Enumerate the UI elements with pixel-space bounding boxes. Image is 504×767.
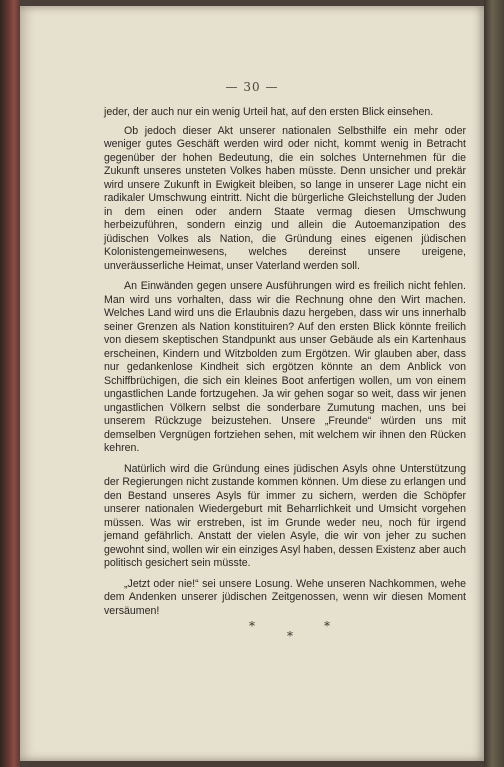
asterisk: * [249,619,255,633]
book-page [20,6,484,761]
body-text [104,106,466,625]
paragraph-1: jeder, der auch nur ein wenig Urteil hat, auf den ersten Blick einsehen. [104,106,434,118]
paragraph-4: Natürlich wird die Gründung eines jüdischen Asyls ohne Unterstützung der Regierungen nicht zustande kommen können. Um diese zu erlangen und den Bestand unseres Asyls für immer zu sichern, werden die Schöpfer unserer nationalen Wiedergeburt mit Beharrlichkeit und Umsicht vorgehen müssen. Was wir erstreben, ist im Grunde weder neu, noch für irgend jemand gefährlich. Anstatt der vielen Asyle, die wir von jeher zu suchen gewohnt sind, wollen wir ein einziges Asyl haben, dessen Existenz aber auch politisch gesichert sein müsste. [104,462,466,569]
paragraph-3: An Einwänden gegen unsere Ausführungen wird es freilich nicht fehlen. Man wird uns vorhalten, dass wir die Rechnung ohne den Wirt machen. Welches Land wird uns die Erlaubnis dazu hergeben, dass wir uns innerhalb seiner Grenzen als Nation konstituiren? Auf den ersten Blick könnte freilich von diesem skeptischen Standpunkt aus unser Gebäude als ein Kartenhaus erscheinen, Kindern und Witzbolden zum Ergötzen. Wir glauben aber, dass nur gedankenlose Kindheit sich ergötzen könnte an dem Anblick von Schiffbrüchigen, die sich ein kleines Boot anfertigen wollen, um von einem ungastlichen Lande fortzugehen. Ja wir gehen sogar so weit, dass wir jenen ungastlichen Völkern selbst die sonderbare Zumutung machen, uns bei unserem Rückzuge beizustehen. Unsere „Freunde“ würden uns mit demselben Vergnügen fortziehen sehen, mit welchem wir ihnen den Rücken kehren. [104,280,466,454]
page-stack-edge [484,0,504,767]
paragraph-5: „Jetzt oder nie!“ sei unsere Losung. Wehe unseren Nachkommen, wehe dem Andenken unserer jüdischen Zeitgenossen, wenn wir diesen Moment versäumen! [104,577,466,617]
book-spine-edge [0,0,20,767]
asterisk: * [324,619,330,633]
page-number: — 30 — [225,80,279,94]
section-separator [104,619,466,649]
paragraph-2: Ob jedoch dieser Akt unserer nationalen Selbsthilfe ein mehr oder weniger gutes Geschäft werden wird oder nicht, kommt wenig in Betracht gegenüber der hohen Bedeutung, die ein solches Unternehmen für die Zukunft unseres unsteten Volkes haben müsste. Denn unsicher und prekär wird unsere Zukunft in Ewigkeit bleiben, so lange in unserer Lage nicht ein radikaler Umschwung eintritt. Nicht die bürgerliche Gleichstellung der Juden in dem einen oder andern Staate vermag diesen Umschwung herbeizuführen, sondern einzig und allein die Autoemanzipation des jüdischen Volkes als Nation, die Gründung eines eigenen jüdischen Kolonistengemeinwesens, welches dereinst unsere ureigene, unveräusserliche Heimat, unser Vaterland werden soll. [104,124,466,272]
asterisk: * [287,629,293,643]
